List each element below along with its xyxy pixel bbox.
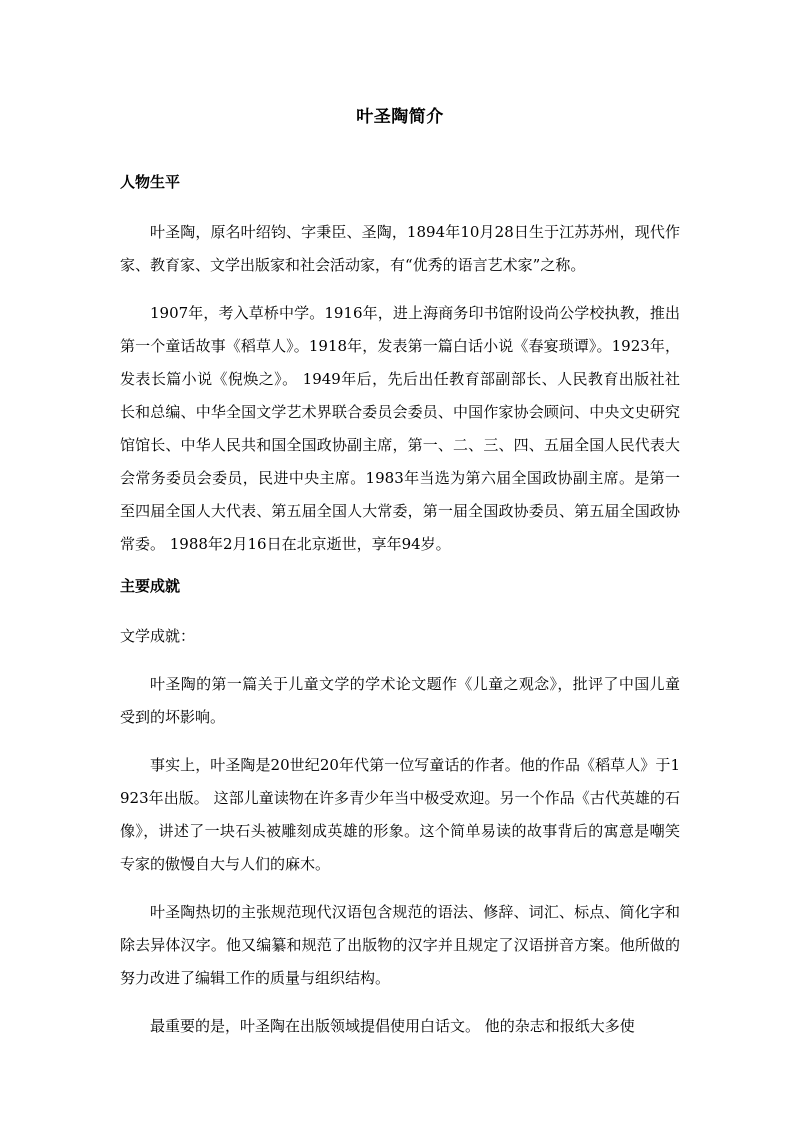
paragraph: 事实上，叶圣陶是20世纪20年代第一位写童话的作者。他的作品《稻草人》于1923年出版。 这部儿童读物在许多青少年当中极受欢迎。另一个作品《古代英雄的石像》，讲述了一块石头被雕刻成英雄的形象。这个简单易读的故事背后的寓意是嘲笑专家的傲慢自大与人们的麻木。 bbox=[120, 756, 680, 873]
section-heading-achievements: 主要成就 bbox=[120, 577, 181, 595]
section-achievements bbox=[120, 576, 680, 1043]
section-heading-biography: 人物生平 bbox=[120, 173, 181, 191]
section-biography bbox=[120, 172, 680, 561]
paragraph: 1907年，考入草桥中学。1916年，进上海商务印书馆附设尚公学校执教，推出第一个童话故事《稻草人》。1918年，发表第一篇白话小说《春宴琐谭》。1923年，发表长篇小说《倪焕之》。 1949年后，先后出任教育部副部长、人民教育出版社社长和总编、中华全国文学艺术界联合委员会委员、中国作家协会顾问、中央文史研究馆馆长、中华人民共和国全国政协副主席，第一、二、三、四、五届全国人民代表大会常务委员会委员，民进中央主席。1983年当选为第六届全国政协副主席。是第一至四届全国人大代表、第五届全国人大常委，第一届全国政协委员、第五届全国政协常委。 1988年2月16日在北京逝世，享年94岁。 bbox=[120, 304, 680, 553]
paragraph: 叶圣陶热切的主张规范现代汉语包含规范的语法、修辞、词汇、标点、简化字和除去异体汉字。他又编纂和规范了出版物的汉字并且规定了汉语拼音方案。他所做的努力改进了编辑工作的质量与组织结构。 bbox=[120, 903, 680, 987]
subheading-literary-achievements: 文学成就： bbox=[120, 627, 196, 645]
document-body bbox=[120, 106, 680, 1058]
paragraph: 最重要的是，叶圣陶在出版领域提倡使用白话文。 他的杂志和报纸大多使 bbox=[150, 1017, 635, 1035]
paragraph: 叶圣陶的第一篇关于儿童文学的学术论文题作《儿童之观念》，批评了中国儿童受到的坏影响。 bbox=[120, 675, 680, 726]
document-title: 叶圣陶简介 bbox=[356, 107, 444, 127]
paragraph: 叶圣陶，原名叶绍钧、字秉臣、圣陶，1894年10月28日生于江苏苏州，现代作家、教育家、文学出版家和社会活动家，有“优秀的语言艺术家”之称。 bbox=[120, 223, 680, 274]
